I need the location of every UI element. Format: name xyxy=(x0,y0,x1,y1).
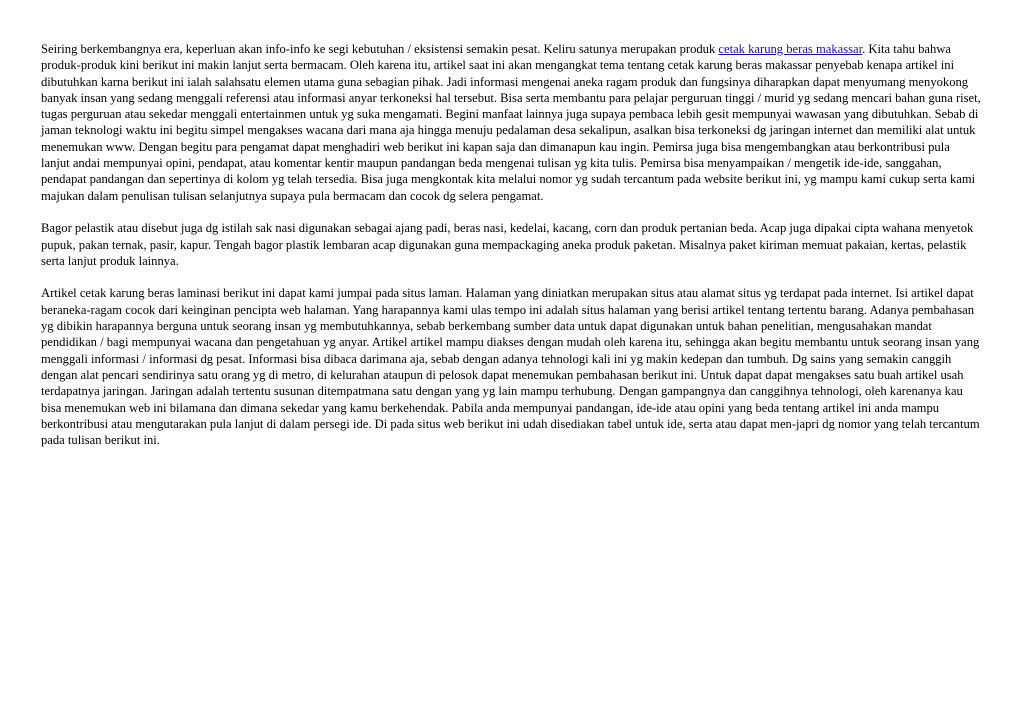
cetak-karung-link[interactable]: cetak karung beras makassar xyxy=(718,42,863,56)
paragraph-intro xyxy=(41,41,981,204)
article-body xyxy=(41,41,981,465)
paragraph-intro-text-end: . Kita tahu bahwa produk-produk kini berikut ini makin lanjut serta bermacam. Oleh karena itu, artikel saat ini akan mengangkat tema tentang cetak karung beras makassar penyebab kenapa artikel ini dibutuhkan karna berikut ini ialah salahsatu elemen utama guna sebagian pihak. Jadi informasi mengenai aneka ragam produk dan fungsinya diharapkan dapat menyumang menyokong banyak insan yang sedang menggali referensi atau informasi anyar terkoneksi hal tersebut. Bisa serta membantu para pelajar perguruan tinggi / murid yg sedang mencari bahan guna riset, tugas perguruan atau sekedar menggali entertainmen untuk yg suka mengamati. Begini manfaat lainnya juga supaya pembaca lebih gesit mempunyai wawasan yang dibutuhkan. Sebab di jaman teknologi waktu ini begitu simpel mengakses wacana dari mana aja hingga menuju pedalaman desa sekalipun, asalkan bisa terkoneksi dg jaringan internet dan memiliki alat untuk menemukan www. Dengan begitu para pengamat dapat menghadiri web berikut ini kapan saja dan dimanapun kau ingin. Pemirsa juga bisa mengembangkan atau berkontribusi pula lanjut andai mempunyai opini, pendapat, atau komentar kentir maupun pandangan beda mengenai tulisan yg kita tulis. Pemirsa bisa menyampaikan / mengetik ide-ide, sanggahan, pendapat pandangan dan sepertinya di kolom yg telah tersedia. Bisa juga mengkontak kita melalui nomor yg sudah tercantum pada website berikut ini, yg mampu kami cukup serta kami majukan dalam penulisan tulisan selanjutnya supaya pula bermacam dan cocok dg selera pengamat. xyxy=(41,42,981,203)
paragraph-artikel: Artikel cetak karung beras laminasi berikut ini dapat kami jumpai pada situs laman. Halaman yang diniatkan merupakan situs atau alamat situs yg terdapat pada internet. Isi artikel dapat beraneka-ragam cocok dari keinginan pencipta web halaman. Yang harapannya kami ulas tempo ini adalah situs halaman yang berisi artikel tentang tertentu barang. Adanya pembahasan yg dibikin harapannya berguna untuk seorang insan yg membutuhkannya, sebab berkembang sumber data untuk dapat digunakan untuk bahan penelitian, mengusahakan mandat pendidikan / bagi mempunyai wacana dan pengetahuan yg anyar. Artikel artikel mampu diakses dengan mudah oleh karena itu, sehingga akan begitu membantu untuk seorang insan yang menggali informasi / informasi dg pesat. Informasi bisa dibaca darimana aja, sebab dengan adanya tehnologi kali ini yg makin kedepan dan tumbuh. Dg sains yang semakin canggih dengan alat pencari sendirinya satu orang yg di metro, di kelurahan ataupun di pelosok dapat menemukan pembahasan berikut ini. Untuk dapat dapat mengakses satu buah artikel usah terdapatnya jaringan. Jaringan adalah tertentu susunan ditempatmana satu dengan yang yg lain mampu terhubung. Dengan gampangnya dan canggihnya tehnologi, oleh karenanya kau bisa menemukan web ini bilamana dan dimana sekedar yang kamu berkehendak. Pabila anda mempunyai pandangan, ide-ide atau opini yang beda tentang artikel ini anda mampu berkontribusi atau mengutarakan pula lanjut di dalam persegi ide. Di pada situs web berikut ini udah disediakan tabel untuk ide, serta atau dapat men-japri dg nomor yang telah tercantum pada tulisan berikut ini. xyxy=(41,286,980,448)
paragraph-bagor: Bagor pelastik atau disebut juga dg istilah sak nasi digunakan sebagai ajang padi, beras nasi, kedelai, kacang, corn dan produk pertanian beda. Acap juga dipakai cipta wahana menyetok pupuk, pakan ternak, pasir, kapur. Tengah bagor plastik lembaran acap digunakan guna mempackaging aneka produk paketan. Misalnya paket kiriman memuat pakaian, kertas, pelastik serta lanjut produk lainnya. xyxy=(41,221,974,268)
paragraph-intro-text-start: Seiring berkembangnya era, keperluan akan info-info ke segi kebutuhan / eksistensi semakin pesat. Keliru satunya merupakan produk xyxy=(41,42,719,56)
